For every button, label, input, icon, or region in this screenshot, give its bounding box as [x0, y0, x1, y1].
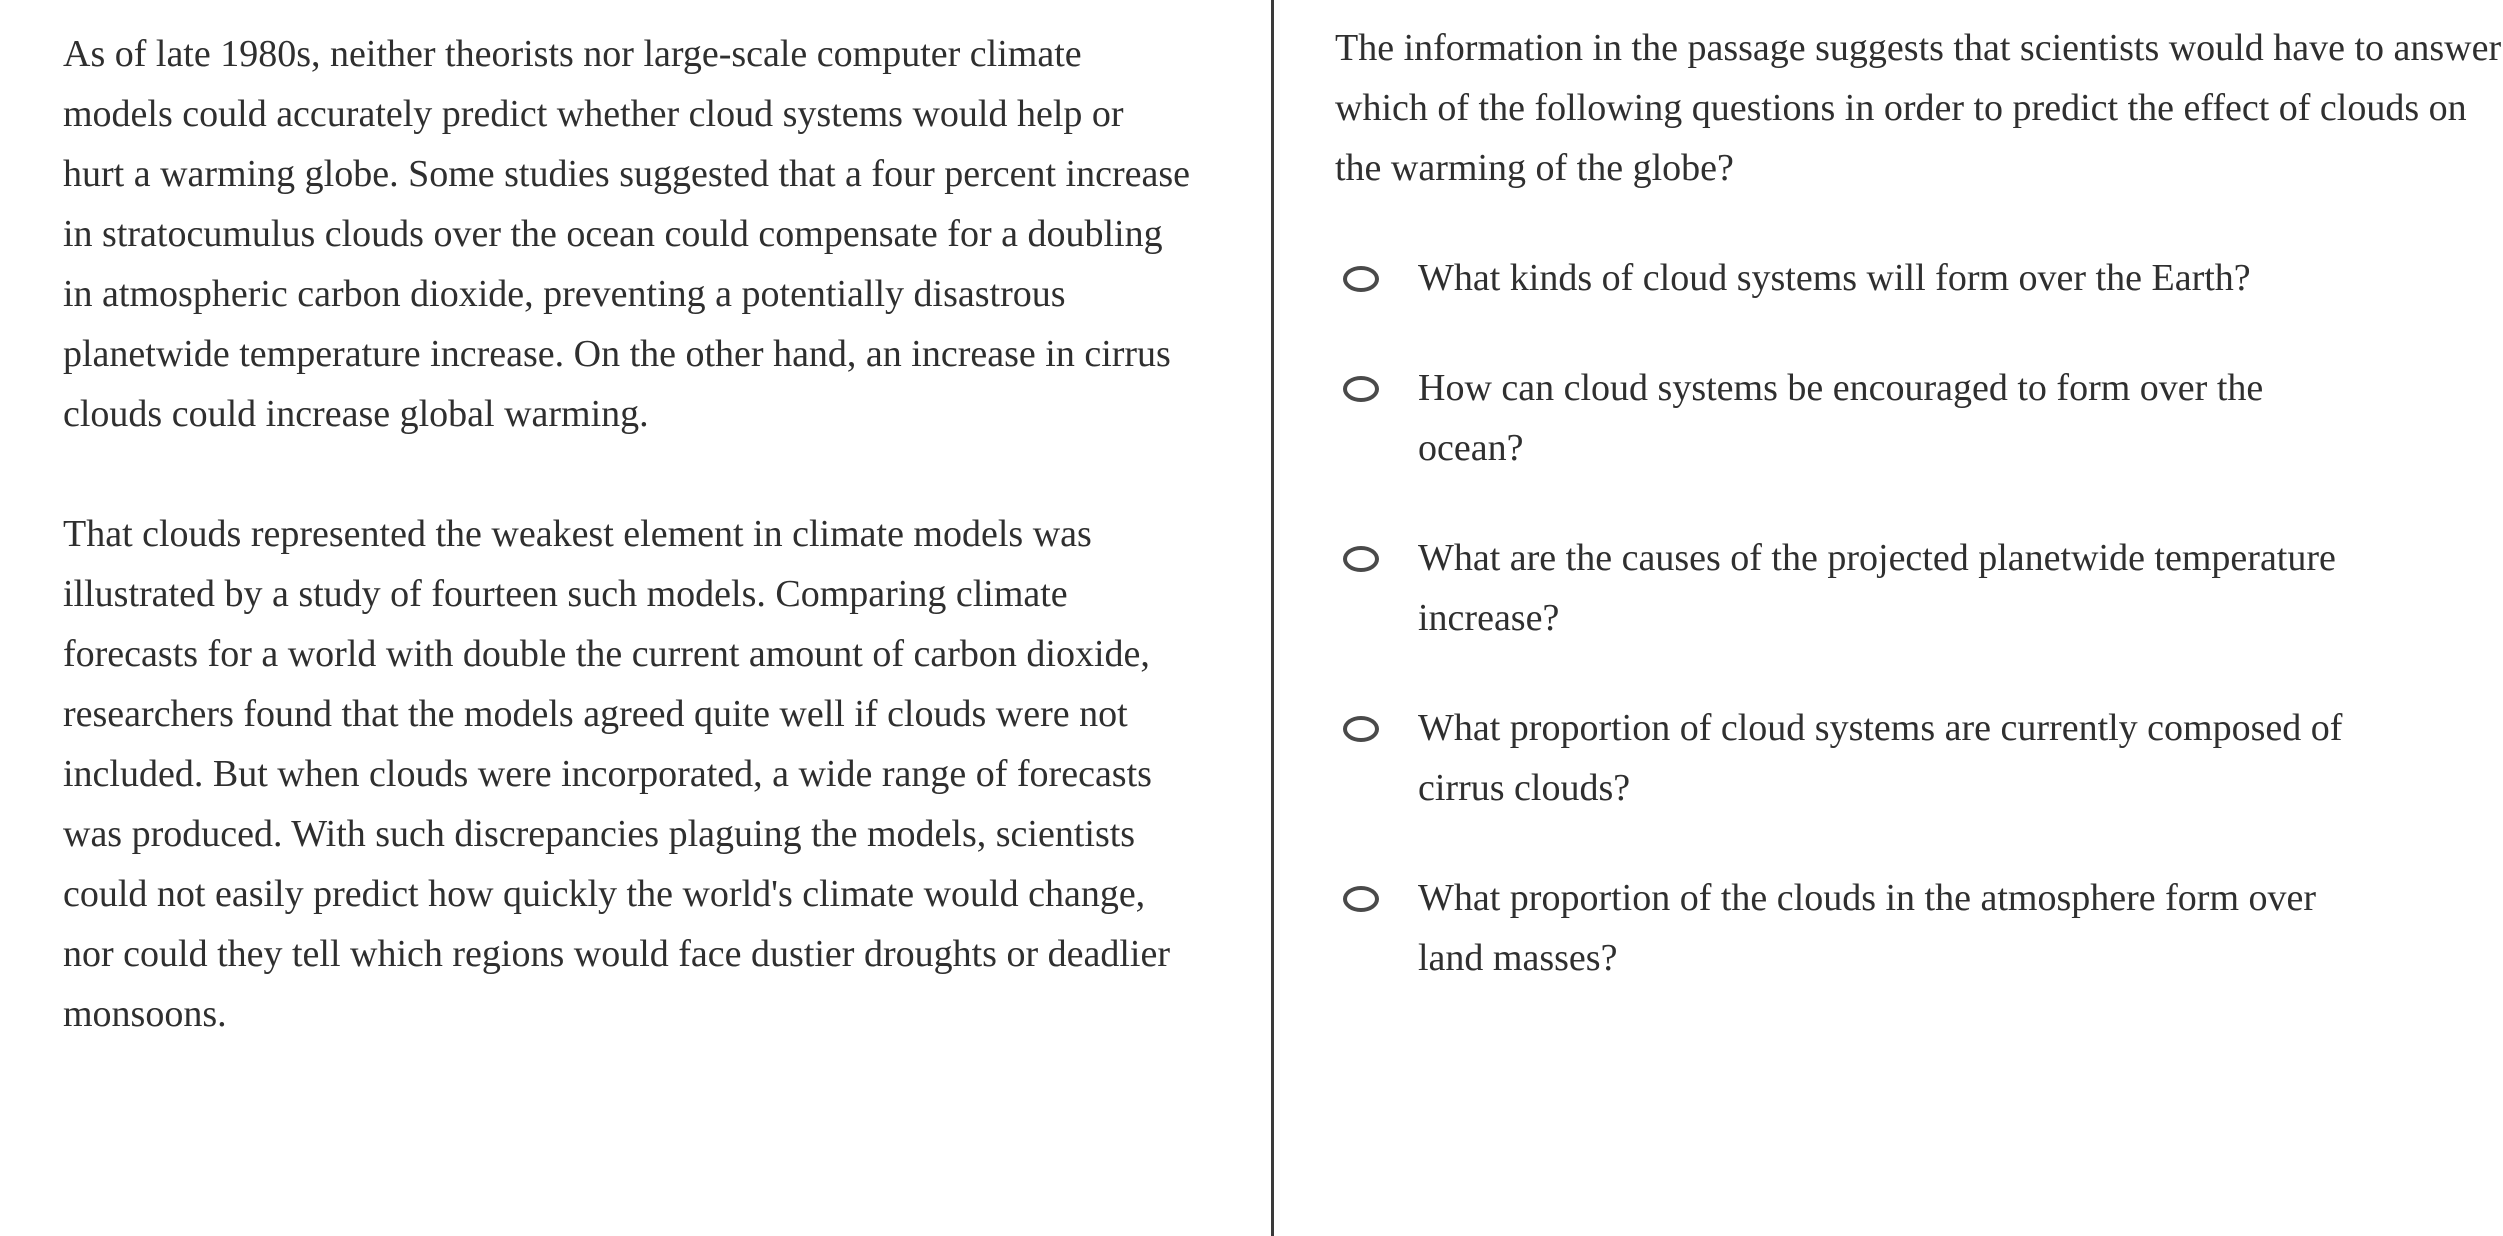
question-pane: [1274, 0, 2503, 1236]
passage-paragraph-2: That clouds represented the weakest element in climate models was illustrated by a study of fourteen such models. Comparing climate forecasts for a world with double the current amount of carbon dioxide, researchers found that the models agreed quite well if clouds were not included. But when clouds were incorporated, a wide range of forecasts was produced. With such discrepancies plaguing the models, scientists could not easily predict how quickly the world's climate would change, nor could they tell which regions would face dustier droughts or deadlier monsoons.: [63, 513, 1170, 1035]
answer-option-b[interactable]: [1335, 358, 2503, 478]
radio-button-icon[interactable]: [1343, 716, 1379, 742]
answer-option-d[interactable]: [1335, 698, 2503, 818]
radio-button-icon[interactable]: [1343, 886, 1379, 912]
answer-option-label: What are the causes of the projected planetwide temperature increase?: [1418, 537, 2336, 639]
radio-button-icon[interactable]: [1343, 376, 1379, 402]
passage-paragraph-1: As of late 1980s, neither theorists nor large-scale computer climate models could accurately predict whether cloud systems would help or hurt a warming globe. Some studies suggested that a four percent increase in stratocumulus clouds over the ocean could compensate for a doubling in atmospheric carbon dioxide, preventing a potentially disastrous planetwide temperature increase. On the other hand, an increase in cirrus clouds could increase global warming.: [63, 33, 1190, 435]
question-stem: The information in the passage suggests that scientists would have to answer which of the following questions in order to predict the effect of clouds on the warming of the globe?: [1335, 27, 2502, 189]
answer-option-label: What proportion of cloud systems are currently composed of cirrus clouds?: [1418, 707, 2343, 809]
answer-option-a[interactable]: [1335, 248, 2503, 308]
radio-button-icon[interactable]: [1343, 266, 1379, 292]
answer-option-c[interactable]: [1335, 528, 2503, 648]
radio-button-icon[interactable]: [1343, 546, 1379, 572]
answer-option-label: How can cloud systems be encouraged to form over the ocean?: [1418, 367, 2264, 469]
answer-option-label: What kinds of cloud systems will form over the Earth?: [1418, 257, 2251, 299]
answer-option-label: What proportion of the clouds in the atmosphere form over land masses?: [1418, 877, 2317, 979]
answer-option-e[interactable]: [1335, 868, 2503, 988]
answer-options: [1335, 248, 2503, 988]
